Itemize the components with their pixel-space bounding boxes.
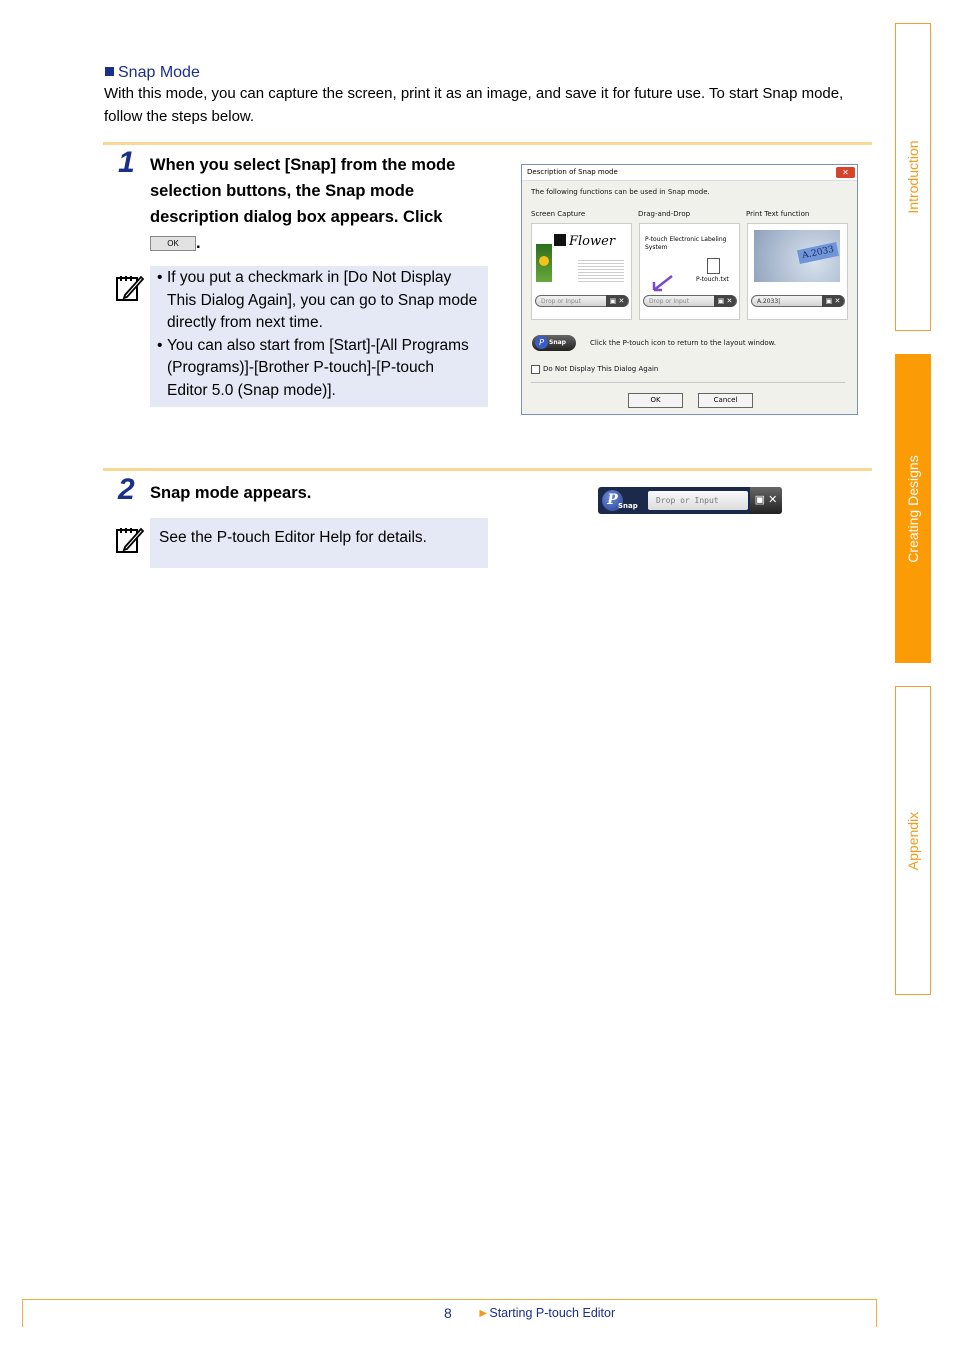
dont-display-checkbox[interactable] xyxy=(531,365,540,374)
label-photo-image: A.2033 xyxy=(754,230,840,282)
note-pencil-icon xyxy=(114,525,144,555)
panel-label-screen-capture: Screen Capture xyxy=(531,210,586,218)
snap-description-dialog xyxy=(521,164,858,415)
footer-left-tick xyxy=(22,1299,23,1327)
footer-right-tick xyxy=(876,1299,877,1327)
ptouch-logo-icon[interactable]: P xyxy=(602,490,623,511)
section-title: Snap Mode xyxy=(105,64,200,82)
dialog-title: Description of Snap mode xyxy=(527,168,618,176)
flower-logo-icon xyxy=(554,234,566,246)
tab-appendix[interactable]: Appendix xyxy=(895,686,931,995)
step2-number: 2 xyxy=(118,473,135,506)
note-item: • You can also start from [Start]-[All Programs (Programs)]-[Brother P-touch]-[P-touch Editor 5.0 (Snap mode)]. xyxy=(150,335,478,403)
step1-number: 1 xyxy=(118,146,135,179)
panel-label-print-text: Print Text function xyxy=(746,210,810,218)
step2-divider xyxy=(103,468,872,471)
triangle-right-icon: ► xyxy=(477,1306,490,1320)
dont-display-label: Do Not Display This Dialog Again xyxy=(543,365,659,373)
page-number: 8 xyxy=(444,1305,452,1321)
inline-ok-button-image: OK xyxy=(150,236,196,251)
tab-creating-designs[interactable]: Creating Designs xyxy=(895,354,931,663)
flower-image xyxy=(536,244,552,282)
dialog-description: The following functions can be used in Snap mode. xyxy=(531,188,710,196)
drag-drop-panel: P-touch Electronic Labeling System P-touch.txt Drop or Input ▣ ✕ xyxy=(639,223,740,320)
dialog-separator xyxy=(531,382,845,383)
footer-section-link[interactable]: ►Starting P-touch Editor xyxy=(477,1306,616,1320)
snap-hint-text: Click the P-touch icon to return to the layout window. xyxy=(590,339,776,347)
square-bullet-icon xyxy=(105,67,114,76)
step2-note-box xyxy=(150,518,488,568)
step1-instruction: When you select [Snap] from the mode selection buttons, the Snap mode description dialog box appears. Click OK . xyxy=(150,156,456,252)
cancel-button[interactable]: Cancel xyxy=(698,393,753,408)
step2-note-text: See the P-touch Editor Help for details. xyxy=(159,529,427,546)
tab-introduction[interactable]: Introduction xyxy=(895,23,931,331)
dialog-titlebar xyxy=(522,165,857,181)
step2-instruction: Snap mode appears. xyxy=(150,484,312,502)
screen-capture-panel: Flower Drop or Input ▣ ✕ xyxy=(531,223,632,320)
print-text-panel xyxy=(747,223,848,320)
text-file-icon xyxy=(707,258,720,274)
close-icon[interactable]: ✕ xyxy=(836,167,855,178)
step1-note-box xyxy=(150,266,488,407)
snap-label: Snap xyxy=(618,502,638,510)
drop-or-input-field[interactable]: Drop or Input xyxy=(648,491,748,510)
drop-input-bar: Drop or Input ▣ ✕ xyxy=(535,295,629,307)
text-lines-image xyxy=(578,258,624,284)
note-pencil-icon xyxy=(114,273,144,303)
print-close-icon[interactable]: ▣ ✕ xyxy=(750,487,782,514)
snap-ptouch-icon: P Snap xyxy=(532,335,576,351)
ok-button[interactable]: OK xyxy=(628,393,683,408)
panel-label-drag-drop: Drag-and-Drop xyxy=(638,210,691,218)
drag-arrow-icon xyxy=(648,274,674,294)
step1-divider xyxy=(103,142,872,145)
note-item: • If you put a checkmark in [Do Not Display This Dialog Again], you can go to Snap mode directly from next time. xyxy=(150,267,478,335)
text-input-bar: A.2033| ▣ ✕ xyxy=(751,295,845,307)
snap-mode-toolbar xyxy=(598,487,782,514)
footer-rule xyxy=(22,1299,877,1300)
intro-paragraph: With this mode, you can capture the screen, print it as an image, and save it for future use. To start Snap mode, follow the steps below. xyxy=(104,85,844,125)
drop-input-bar: Drop or Input ▣ ✕ xyxy=(643,295,737,307)
